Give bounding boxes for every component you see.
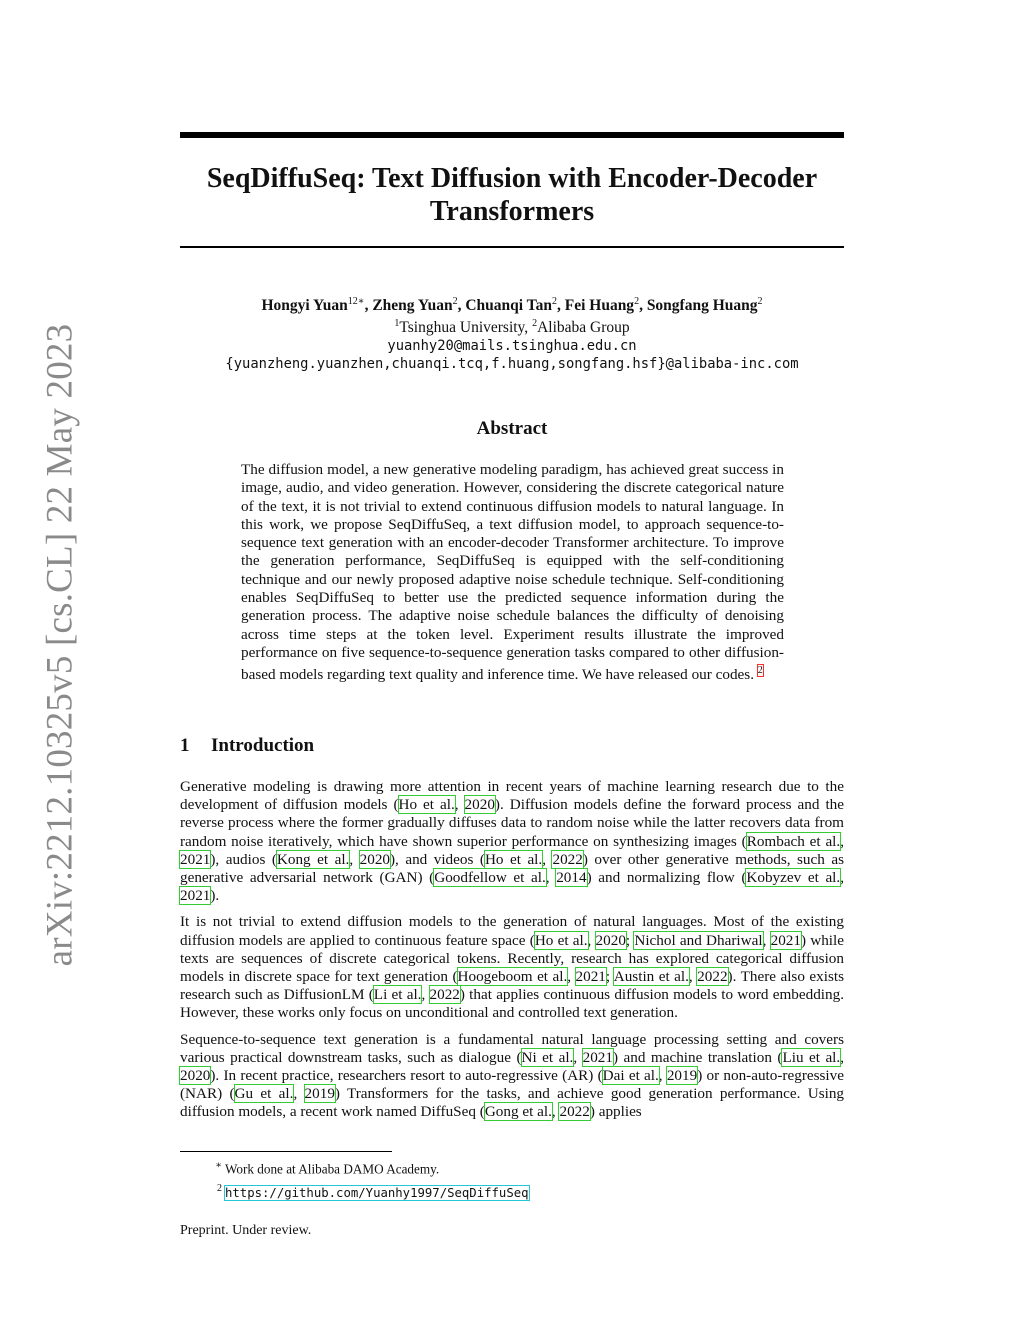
paragraph-text: ,	[658, 1067, 667, 1085]
paragraph-text: ).	[210, 887, 220, 905]
citation-link[interactable]: Ni et al.	[521, 1048, 574, 1066]
citation-link[interactable]: Ho et al.	[484, 850, 543, 868]
intro-paragraph-3	[180, 1031, 844, 1122]
paragraph-text: ) that applies continuous diffusion models to word embedding. However, these works only focus on unconditional and controlled text generation.	[180, 986, 845, 1022]
citation-link[interactable]: Gong et al.	[484, 1103, 552, 1121]
title-line-1: SeqDiffuSeq: Text Diffusion with Encoder-Decoder	[206, 163, 818, 194]
citation-link[interactable]: Hoogeboom et al.	[457, 968, 568, 986]
footnote-1-text: Work done at Alibaba DAMO Academy.	[225, 1161, 440, 1177]
affiliations	[160, 315, 864, 337]
intro-paragraph-1	[180, 778, 844, 905]
citation-link[interactable]: Austin et al.	[613, 968, 689, 986]
citation-link[interactable]: Li et al.	[373, 986, 422, 1004]
paragraph-text: ,	[587, 931, 596, 949]
paragraph-text: It is not trivial to extend diffusion models to the generation of natural languages. Most of the existing diffusion models are applied to continuous feature space (	[180, 913, 844, 949]
intro-paragraph-2	[180, 913, 844, 1022]
paragraph-text: ) over other generative methods, such as generative adversarial network (GAN) (	[180, 850, 844, 887]
paragraph-text: Sequence-to-sequence text generation is a fundamental natural language processing setting and covers various practical downstream tasks, such as dialogue (	[180, 1030, 844, 1066]
abstract-heading: Abstract	[476, 418, 548, 439]
author-3-affil: 2	[551, 296, 557, 307]
section-heading-introduction	[180, 735, 314, 757]
paragraph-text: ), audios (	[210, 850, 277, 868]
affiliation-2-mark: 2	[532, 318, 538, 330]
paragraph-text: ). There also exists research such as DiffusionLM (	[180, 968, 844, 1004]
author-3: , Chuanqi Tan	[457, 297, 552, 315]
affiliation-1-mark: 1	[394, 318, 400, 330]
footnote-rule	[180, 1151, 392, 1152]
paragraph-text: ,	[349, 850, 360, 868]
section-title: Introduction	[211, 735, 315, 756]
citation-link[interactable]: Kong et al.	[276, 850, 350, 868]
paragraph-text: ,	[688, 968, 698, 986]
section-number: 1	[180, 735, 190, 756]
paragraph-text: ). Diffusion models define the forward process and the reverse process where the former gradually diffuses data to random noise while the latter recovers data from random noise iteratively, which have shown superior performance on synthesizing images (	[180, 796, 845, 850]
paragraph-text: ) while texts are sequences of discrete categorical tokens. Recently, research has explored categorical diffusion models in discrete space for text generation (	[180, 931, 844, 986]
paragraph-text: ;	[625, 931, 635, 949]
paragraph-text: ,	[840, 832, 844, 850]
citation-link[interactable]: 2020	[359, 850, 390, 868]
citation-link[interactable]: Ho et al.	[534, 931, 588, 949]
citation-link[interactable]: 2022	[697, 968, 728, 986]
footnote-1	[200, 1156, 529, 1179]
paragraph-text: ,	[545, 869, 557, 887]
citation-link[interactable]: 2020	[464, 796, 495, 814]
citation-link[interactable]: Nichol and Dhariwal	[634, 931, 763, 949]
paper-title	[180, 162, 844, 228]
paragraph-text: ;	[605, 968, 614, 986]
paragraph-text: ,	[840, 1048, 844, 1066]
abstract-text: The diffusion model, a new generative modeling paradigm, has achieved great success in image, audio, and video generation. However, considering the discrete categorical nature of the text, it is not trivial to extend continuous diffusion models to natural language. In this work, we propose SeqDiffuSeq, a text diffusion model, to approach sequence-to-sequence text generation with an encoder-decoder Transformer architecture. To improve the generation performance, SeqDiffuSeq is equipped with the self-conditioning technique and our newly proposed adaptive noise schedule technique. Self-conditioning enables SeqDiffuSeq to better use the predicted sequence information during the generation process. The adaptive noise schedule balances the difficulty of denoising across time steps at the token level. Experiment results illustrate the improved performance on five sequence-to-sequence generation tasks compared to other diffusion-based models regarding text quality and inference time. We have released our codes.	[241, 461, 784, 684]
email-primary[interactable]: yuanhy20@mails.tsinghua.edu.cn	[387, 338, 637, 355]
citation-link[interactable]: 2022	[559, 1103, 590, 1121]
preprint-footer: Preprint. Under review.	[180, 1223, 312, 1238]
arxiv-side-stamp: arXiv:2212.10325v5 [cs.CL] 22 May 2023	[39, 323, 81, 967]
citation-link[interactable]: Rombach et al.	[746, 832, 841, 850]
citation-link[interactable]: 2022	[552, 850, 583, 868]
author-4-affil: 2	[634, 296, 640, 307]
footnote-2	[200, 1179, 529, 1202]
title-top-rule	[180, 132, 844, 138]
paragraph-text: ,	[551, 1103, 560, 1121]
citation-link[interactable]: Liu et al.	[782, 1048, 841, 1066]
author-2: , Zheng Yuan	[364, 297, 453, 315]
author-1: Hongyi Yuan	[261, 297, 348, 315]
citation-link[interactable]: 2021	[575, 968, 606, 986]
affiliation-2: Alibaba Group	[537, 319, 630, 337]
citation-link[interactable]: Goodfellow et al.	[434, 869, 546, 887]
paragraph-text: ) applies	[589, 1103, 642, 1121]
affiliation-1: Tsinghua University,	[399, 319, 533, 337]
author-1-affil: 12∗	[347, 296, 365, 307]
citation-link[interactable]: Kobyzev et al.	[746, 869, 841, 887]
paragraph-text: ,	[421, 986, 430, 1004]
citation-link[interactable]: Ho et al.	[398, 796, 455, 814]
author-2-affil: 2	[452, 296, 458, 307]
citation-link[interactable]: 2021	[582, 1048, 613, 1066]
author-block	[160, 293, 864, 373]
citation-link[interactable]: 2021	[770, 931, 801, 949]
author-5-affil: 2	[757, 296, 763, 307]
github-link[interactable]: https://github.com/Yuanhy1997/SeqDiffuSeq	[225, 1185, 529, 1200]
paragraph-text: ,	[840, 869, 844, 887]
paragraph-text: Generative modeling is drawing more attention in recent years of machine learning research due to the development of diffusion models (	[180, 778, 844, 814]
citation-link[interactable]: 2021	[180, 887, 211, 905]
introduction-body	[180, 778, 844, 1130]
paragraph-text: ,	[542, 850, 553, 868]
title-bottom-rule	[180, 246, 844, 248]
paragraph-text: ) and machine translation (	[612, 1048, 783, 1066]
paragraph-text: ,	[567, 968, 576, 986]
author-names	[160, 293, 864, 315]
author-4: , Fei Huang	[556, 297, 635, 315]
citation-link[interactable]: 2020	[180, 1067, 211, 1085]
citation-link[interactable]: Gu et al.	[234, 1085, 294, 1103]
paragraph-text: ,	[573, 1048, 583, 1066]
email-group[interactable]: {yuanzheng.yuanzhen,chuanqi.tcq,f.huang,songfang.hsf}@alibaba-inc.com	[225, 356, 799, 373]
citation-link[interactable]: 2020	[595, 931, 626, 949]
citation-link[interactable]: 2019	[666, 1067, 698, 1085]
title-line-2: Transformers	[429, 196, 595, 227]
paragraph-text: ,	[293, 1085, 305, 1103]
footnote-2-mark: 2	[217, 1183, 222, 1195]
paragraph-text: ) Transformers for the tasks, and achieve good generation performance. Using diffusion models, a recent work named DiffuSeq (	[180, 1085, 845, 1121]
paragraph-text: ) or non-auto-regressive (NAR) (	[180, 1067, 844, 1103]
paragraph-text: ) and normalizing flow (	[586, 869, 747, 887]
paragraph-text: ). In recent practice, researchers resort to auto-regressive (AR) (	[210, 1067, 603, 1085]
citation-link[interactable]: 2022	[429, 986, 460, 1004]
citation-link[interactable]: 2014	[556, 869, 587, 887]
paragraph-text: ), and videos (	[390, 850, 485, 868]
paragraph-text: ,	[454, 796, 465, 814]
paragraph-text: ,	[762, 931, 771, 949]
footnotes	[200, 1156, 529, 1203]
citation-link[interactable]: Dai et al.	[602, 1067, 659, 1085]
author-5: , Songfang Huang	[639, 297, 758, 315]
citation-link[interactable]: 2021	[180, 850, 211, 868]
footnote-ref-2[interactable]: 2	[757, 665, 763, 677]
footnote-1-mark: ∗	[215, 1160, 222, 1171]
citation-link[interactable]: 2019	[304, 1085, 335, 1103]
abstract-body	[241, 461, 784, 685]
